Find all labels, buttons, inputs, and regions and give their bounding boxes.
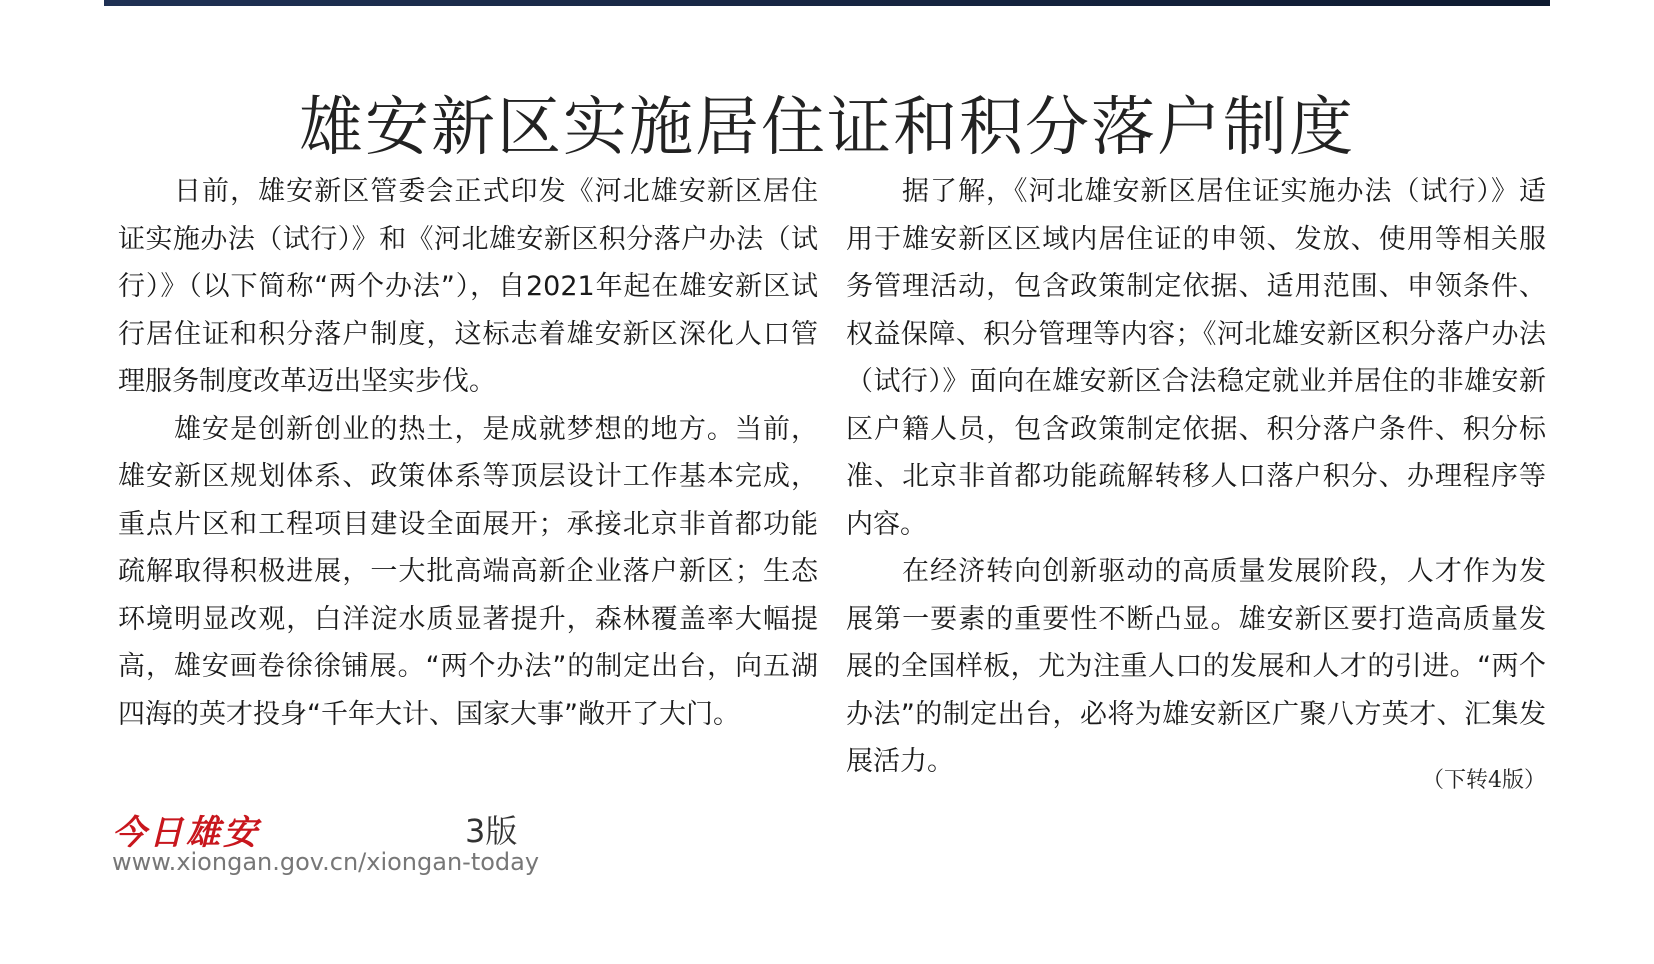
page-number: 3版 (465, 812, 518, 850)
paragraph: 雄安是创新创业的热土，是成就梦想的地方。当前，雄安新区规划体系、政策体系等顶层设计工作基本完成，重点片区和工程项目建设全面展开；承接北京非首都功能疏解取得积极进展，一大批高端高新企业落户新区；生态环境明显改观，白洋淀水质显著提升，森林覆盖率大幅提高，雄安画卷徐徐铺展。“两个办法”的制定出台，向五湖四海的英才投身“千年大计、国家大事”敞开了大门。 (118, 413, 818, 730)
paragraph: 据了解，《河北雄安新区居住证实施办法（试行）》适用于雄安新区区域内居住证的申领、发放、使用等相关服务管理活动，包含政策制定依据、适用范围、申领条件、权益保障、积分管理等内容；《河北雄安新区积分落户办法（试行）》面向在雄安新区合法稳定就业并居住的非雄安新区户籍人员，包含政策制定依据、积分落户条件、积分标准、北京非首都功能疏解转移人口落户积分、办理程序等内容。 (846, 176, 1546, 540)
newspaper-logo: 今日雄安 (112, 813, 260, 853)
paragraph: 日前，雄安新区管委会正式印发《河北雄安新区居住证实施办法（试行）》和《河北雄安新区积分落户办法（试行）》（以下简称“两个办法”），自2021年起在雄安新区试行居住证和积分落户制度，这标志着雄安新区深化人口管理服务制度改革迈出坚实步伐。 (118, 176, 818, 397)
website-link[interactable]: www.xiongan.gov.cn/xiongan-today (112, 848, 540, 876)
article-left-column (118, 168, 818, 738)
article-headline: 雄安新区实施居住证和积分落户制度 (299, 90, 1355, 165)
continued-note: （下转4版） (1422, 768, 1546, 793)
article-right-column (846, 168, 1546, 786)
paragraph: 在经济转向创新驱动的高质量发展阶段，人才作为发展第一要素的重要性不断凸显。雄安新区要打造高质量发展的全国样板，尤为注重人口的发展和人才的引进。“两个办法”的制定出台，必将为雄安新区广聚八方英才、汇集发展活力。 (846, 556, 1546, 777)
top-decorative-bar (104, 0, 1550, 6)
